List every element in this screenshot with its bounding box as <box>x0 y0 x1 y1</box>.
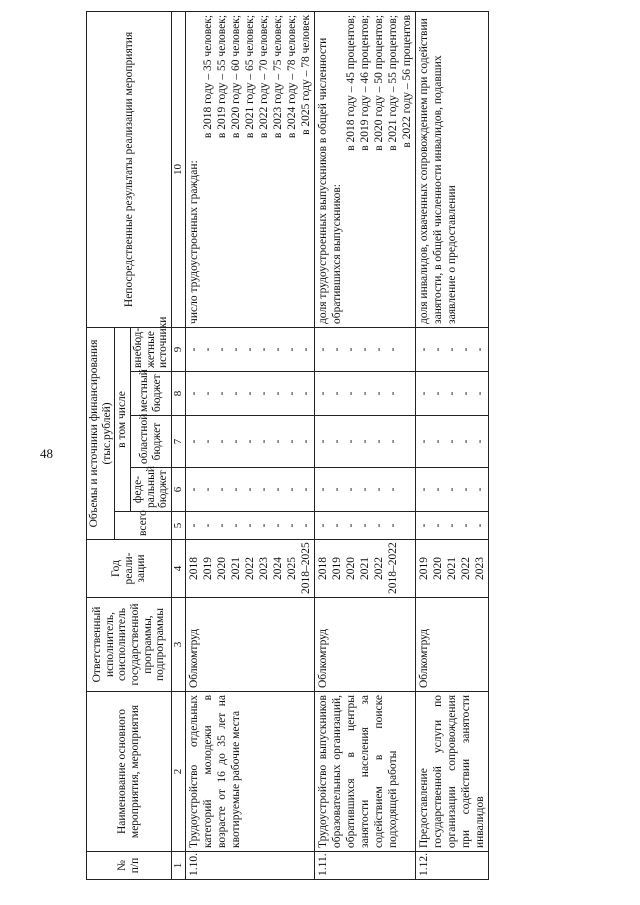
dash-value: - <box>331 439 343 444</box>
results-cell <box>314 11 415 327</box>
dash-value: - <box>359 391 372 396</box>
dash-value: - <box>316 523 329 528</box>
year-value: 2019 <box>331 557 343 580</box>
dash-value: - <box>215 487 228 492</box>
dash-value: - <box>316 391 329 396</box>
dash-value: - <box>201 347 214 352</box>
funding-local-cell <box>314 372 415 416</box>
dash-value: - <box>285 391 298 396</box>
column-number: 8 <box>171 372 185 416</box>
dash-value: - <box>201 487 214 492</box>
dash-value: - <box>474 347 487 352</box>
header-num: № п/п <box>87 852 172 880</box>
header-including: в том числе <box>115 327 131 511</box>
dash-value: - <box>460 347 473 352</box>
dash-value: - <box>418 439 431 444</box>
table-row <box>185 11 314 879</box>
funding-total-cell <box>416 512 489 540</box>
header-name: Наименование основного мероприятия, мероприятия <box>87 692 172 852</box>
dash-value: - <box>229 487 242 492</box>
funding-regional-cell <box>185 416 314 468</box>
result-line: в 2021 году – 65 человек; <box>243 14 256 139</box>
dash-value: - <box>432 487 445 492</box>
column-number: 3 <box>171 598 185 692</box>
year-value: 2021 <box>446 557 459 580</box>
dash-value: - <box>271 523 284 528</box>
dash-value: - <box>299 523 312 528</box>
dash-value: - <box>474 523 487 528</box>
funding-extra-cell <box>314 327 415 371</box>
page-number: 48 <box>40 446 53 461</box>
executor: Облкомтруд <box>416 598 489 692</box>
header-row-1 <box>87 11 115 879</box>
result-line: в 2020 году – 50 процентов; <box>373 14 386 151</box>
funding-federal-cell <box>185 468 314 512</box>
dash-value: - <box>257 347 270 352</box>
funding-regional-cell <box>416 416 489 468</box>
dash-value: - <box>345 523 358 528</box>
dash-value: - <box>215 391 228 396</box>
dash-value: - <box>299 439 312 444</box>
column-number-row <box>171 11 185 879</box>
funding-regional-cell <box>314 416 415 468</box>
measure-name: Предоставление государственной услуги по организации сопровождения при содействии занятости инвалидов <box>416 692 489 852</box>
results-cell <box>416 11 489 327</box>
year-value: 2018 <box>187 557 200 580</box>
result-line: в 2023 году – 75 человек; <box>271 14 284 139</box>
dash-value: - <box>201 391 214 396</box>
program-measures-table <box>86 11 489 880</box>
dash-value: - <box>257 487 270 492</box>
dash-value: - <box>446 347 459 352</box>
dash-value: - <box>187 439 200 444</box>
dash-value: - <box>432 523 445 528</box>
year-value: 2021 <box>229 557 242 580</box>
dash-value: - <box>229 523 242 528</box>
dash-value: - <box>373 487 386 492</box>
column-number: 6 <box>171 468 185 512</box>
year-value: 2018–2022 <box>387 542 400 594</box>
result-line: в 2019 году – 55 человек; <box>215 14 228 139</box>
dash-value: - <box>418 487 431 492</box>
dash-value: - <box>299 347 312 352</box>
dash-value: - <box>331 523 343 528</box>
dash-value: - <box>359 439 372 444</box>
column-number: 5 <box>171 512 185 540</box>
years-cell <box>416 540 489 598</box>
funding-federal-cell <box>314 468 415 512</box>
dash-value: - <box>474 391 487 396</box>
dash-value: - <box>229 439 242 444</box>
dash-value: - <box>201 439 214 444</box>
funding-local-cell <box>185 372 314 416</box>
dash-value: - <box>387 487 400 492</box>
dash-value: - <box>345 347 358 352</box>
header-executor: Ответственный исполнитель, соисполнитель государственной программы, подпрограммы <box>87 598 172 692</box>
header-total: всего <box>115 512 172 540</box>
dash-value: - <box>460 523 473 528</box>
year-value: 2024 <box>271 557 284 580</box>
header-regional: областной бюджет <box>130 416 171 468</box>
executor: Облкомтруд <box>185 598 314 692</box>
dash-value: - <box>387 391 400 396</box>
header-local: местный бюджет <box>130 372 171 416</box>
dash-value: - <box>418 523 431 528</box>
dash-value: - <box>331 391 343 396</box>
dash-value: - <box>345 487 358 492</box>
year-value: 2018 <box>316 557 329 580</box>
funding-extra-cell <box>416 327 489 371</box>
dash-value: - <box>432 439 445 444</box>
years-cell <box>185 540 314 598</box>
dash-value: - <box>187 347 200 352</box>
dash-value: - <box>387 523 400 528</box>
dash-value: - <box>271 391 284 396</box>
year-value: 2019 <box>201 557 214 580</box>
column-number: 1 <box>171 852 185 880</box>
dash-value: - <box>243 487 256 492</box>
results-cell <box>185 11 314 327</box>
result-line: в 2022 году – 70 человек; <box>257 14 270 139</box>
year-value: 2022 <box>460 557 473 580</box>
year-value: 2022 <box>373 557 386 580</box>
dash-value: - <box>359 347 372 352</box>
measure-name: Трудоустройство отдельных категорий молодежи в возрасте от 16 до 35 лет на квотируемые рабочие места <box>185 692 314 852</box>
program-table-sheet <box>86 12 556 880</box>
year-value: 2025 <box>285 557 298 580</box>
row-number: 1.11. <box>314 852 415 880</box>
header-federal: феде-ральный бюджет <box>130 468 171 512</box>
dash-value: - <box>373 391 386 396</box>
dash-value: - <box>446 523 459 528</box>
dash-value: - <box>331 347 343 352</box>
dash-value: - <box>373 523 386 528</box>
funding-local-cell <box>416 372 489 416</box>
table-body <box>185 11 488 879</box>
dash-value: - <box>345 439 358 444</box>
dash-value: - <box>229 391 242 396</box>
dash-value: - <box>418 391 431 396</box>
dash-value: - <box>359 487 372 492</box>
funding-total-cell <box>314 512 415 540</box>
result-line: в 2020 году – 60 человек; <box>229 14 242 139</box>
dash-value: - <box>285 487 298 492</box>
dash-value: - <box>243 347 256 352</box>
dash-value: - <box>243 523 256 528</box>
executor: Облкомтруд <box>314 598 415 692</box>
year-value: 2020 <box>432 557 445 580</box>
dash-value: - <box>215 439 228 444</box>
dash-value: - <box>460 487 473 492</box>
year-value: 2023 <box>257 557 270 580</box>
column-number: 10 <box>171 11 185 327</box>
results-lead: доля инвалидов, охваченных сопровождением при содействии занятости, в общей численности инвалидов, подавших заявление о предоставлении <box>418 18 459 324</box>
year-value: 2020 <box>345 557 358 580</box>
dash-value: - <box>387 347 400 352</box>
dash-value: - <box>359 523 372 528</box>
dash-value: - <box>373 439 386 444</box>
funding-federal-cell <box>416 468 489 512</box>
measure-name: Трудоустройство выпускников образовательных организаций, обратившихся в центры занятости населения за содействием в поиске подходящей работы <box>314 692 415 852</box>
dash-value: - <box>387 439 400 444</box>
dash-value: - <box>271 487 284 492</box>
funding-total-cell <box>185 512 314 540</box>
result-line: в 2024 году – 78 человек; <box>285 14 298 139</box>
dash-value: - <box>201 523 214 528</box>
dash-value: - <box>345 391 358 396</box>
funding-extra-cell <box>185 327 314 371</box>
dash-value: - <box>299 487 312 492</box>
dash-value: - <box>446 487 459 492</box>
dash-value: - <box>460 391 473 396</box>
column-number: 7 <box>171 416 185 468</box>
dash-value: - <box>285 347 298 352</box>
year-value: 2018–2025 <box>299 542 312 594</box>
result-line: в 2018 году – 35 человек; <box>201 14 214 139</box>
row-number: 1.12. <box>416 852 489 880</box>
dash-value: - <box>257 391 270 396</box>
dash-value: - <box>271 347 284 352</box>
dash-value: - <box>215 523 228 528</box>
dash-value: - <box>187 487 200 492</box>
dash-value: - <box>331 487 343 492</box>
dash-value: - <box>316 347 329 352</box>
column-number: 9 <box>171 327 185 371</box>
dash-value: - <box>215 347 228 352</box>
header-results: Непосредственные результаты реализации мероприятия <box>87 11 172 327</box>
result-line: в 2018 году – 45 процентов; <box>345 14 358 151</box>
result-line: в 2025 году – 78 человек <box>299 14 312 135</box>
year-value: 2023 <box>474 557 487 580</box>
years-cell <box>314 540 415 598</box>
dash-value: - <box>187 523 200 528</box>
table-row <box>314 11 415 879</box>
table-row <box>416 11 489 879</box>
result-line: в 2021 году – 55 процентов; <box>387 14 400 151</box>
dash-value: - <box>299 391 312 396</box>
header-extra: внебюд-жетные источники <box>130 327 171 371</box>
results-lead: доля трудоустроенных выпускников в общей численности обратившихся выпускников: <box>316 37 343 324</box>
dash-value: - <box>271 439 284 444</box>
results-lead: число трудоустроенных граждан: <box>187 160 200 324</box>
dash-value: - <box>418 347 431 352</box>
result-line: в 2022 году – 56 процентов <box>401 14 414 148</box>
year-value: 2020 <box>215 557 228 580</box>
column-number: 4 <box>171 540 185 598</box>
year-value: 2019 <box>418 557 431 580</box>
dash-value: - <box>373 347 386 352</box>
dash-value: - <box>446 439 459 444</box>
dash-value: - <box>460 439 473 444</box>
dash-value: - <box>285 439 298 444</box>
dash-value: - <box>316 439 329 444</box>
header-funding: Объемы и источники финансирования (тыс.рублей) <box>87 327 115 539</box>
row-number: 1.10. <box>185 852 314 880</box>
dash-value: - <box>474 439 487 444</box>
column-number: 2 <box>171 692 185 852</box>
header-year: Год реали-зации <box>87 540 172 598</box>
dash-value: - <box>243 439 256 444</box>
dash-value: - <box>257 439 270 444</box>
year-value: 2021 <box>359 557 372 580</box>
dash-value: - <box>446 391 459 396</box>
dash-value: - <box>285 523 298 528</box>
year-value: 2022 <box>243 557 256 580</box>
dash-value: - <box>257 523 270 528</box>
dash-value: - <box>229 347 242 352</box>
dash-value: - <box>474 487 487 492</box>
result-line: в 2019 году – 46 процентов; <box>359 14 372 151</box>
dash-value: - <box>187 391 200 396</box>
dash-value: - <box>316 487 329 492</box>
dash-value: - <box>432 391 445 396</box>
dash-value: - <box>243 391 256 396</box>
dash-value: - <box>432 347 445 352</box>
